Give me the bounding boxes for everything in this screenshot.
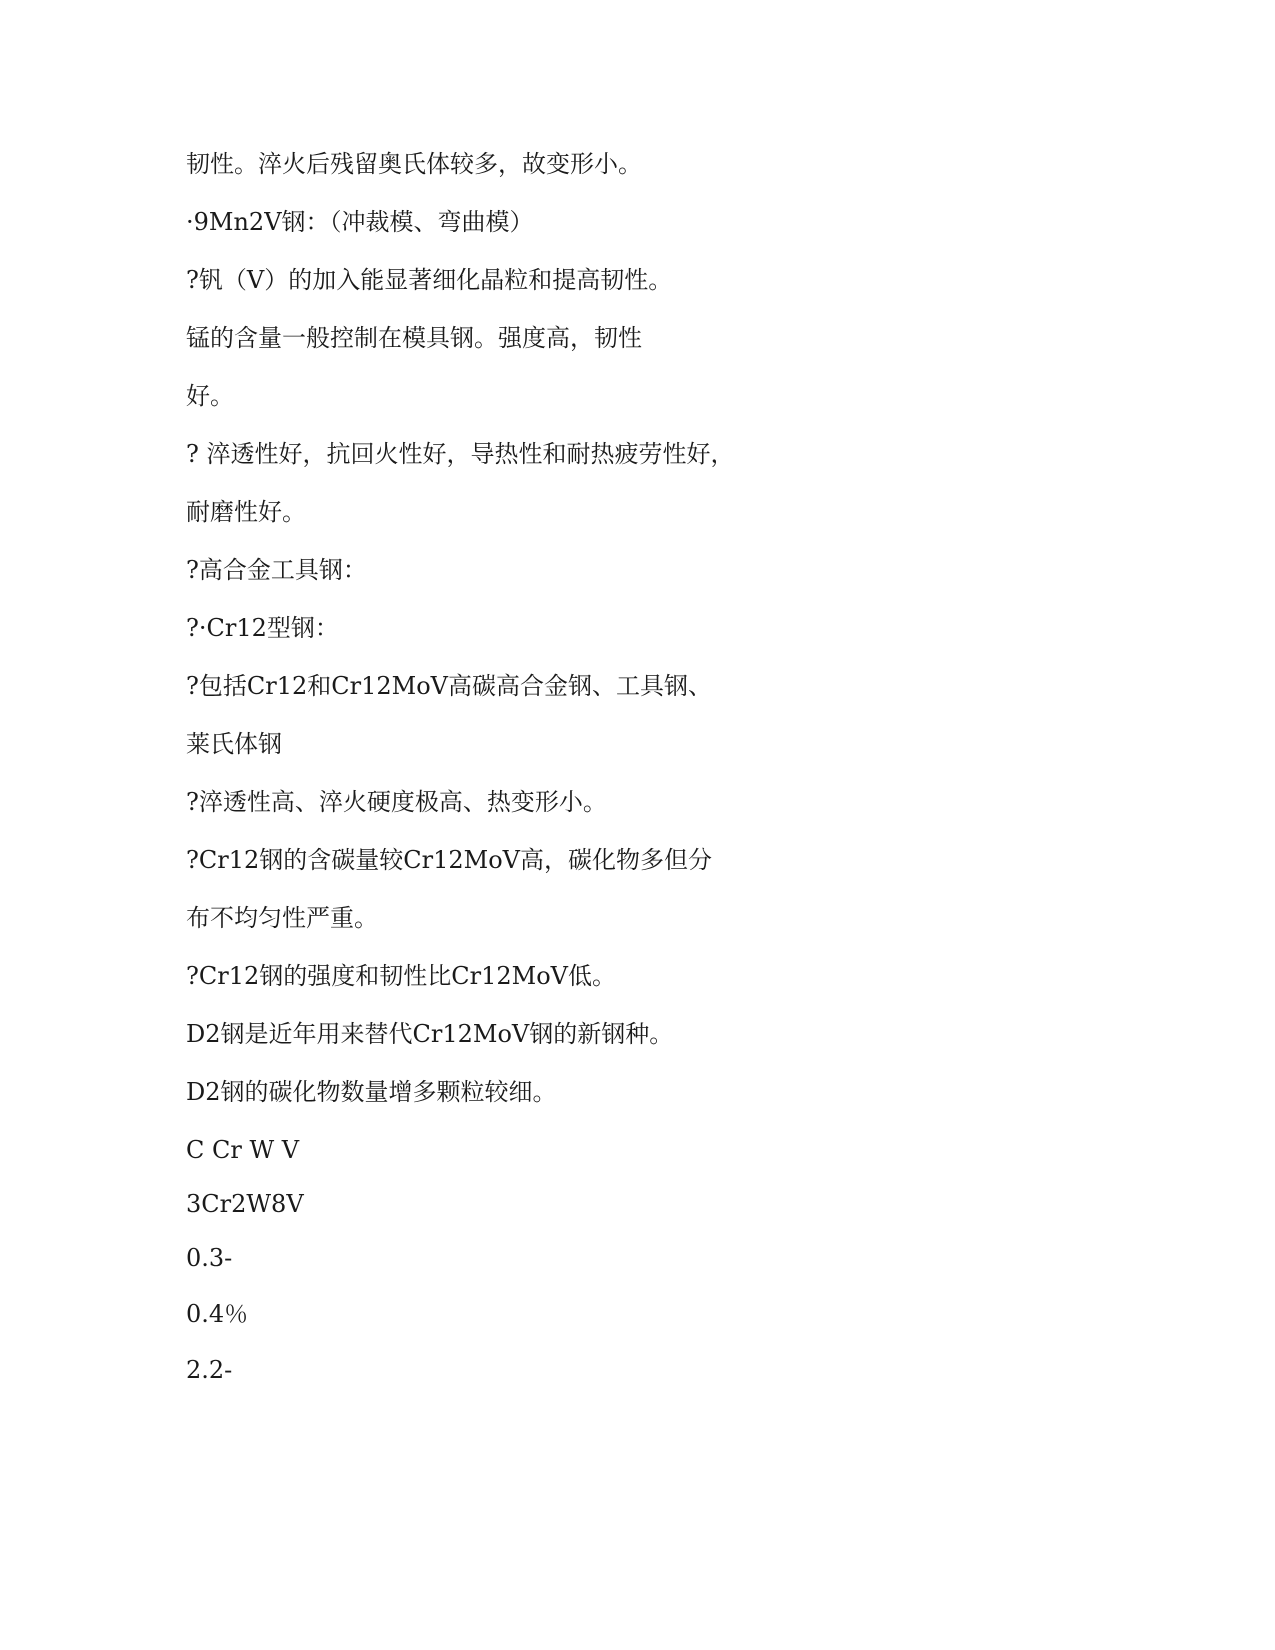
text-line: ?·Cr12型钢：	[186, 614, 339, 642]
text-line: D2钢的碳化物数量增多颗粒较细。	[186, 1078, 557, 1106]
text-line: C Cr W V	[186, 1136, 300, 1164]
text-line: 好。	[186, 382, 234, 410]
text-line: ?钒（V）的加入能显著细化晶粒和提高韧性。	[186, 266, 673, 294]
text-line: 3Cr2W8V	[186, 1190, 304, 1218]
text-line: ?高合金工具钢：	[186, 556, 367, 584]
text-line: 0.4％	[186, 1300, 249, 1328]
text-line: ·9Mn2V钢：（冲裁模、弯曲模）	[186, 208, 534, 236]
text-line: 2.2-	[186, 1356, 233, 1384]
text-line: ?淬透性高、淬火硬度极高、热变形小。	[186, 788, 607, 816]
text-line: ?Cr12钢的强度和韧性比Cr12MoV低。	[186, 962, 616, 990]
text-line: ?包括Cr12和Cr12MoV高碳高合金钢、工具钢、	[186, 672, 712, 700]
text-line: 韧性。淬火后残留奥氏体较多，故变形小。	[186, 150, 642, 178]
text-line: 0.3-	[186, 1244, 233, 1272]
text-line: D2钢是近年用来替代Cr12MoV钢的新钢种。	[186, 1020, 674, 1048]
text-line: ?Cr12钢的含碳量较Cr12MoV高，碳化物多但分	[186, 846, 712, 874]
text-line: 莱氏体钢	[186, 730, 282, 758]
text-line: ? 淬透性好，抗回火性好，导热性和耐热疲劳性好，	[186, 440, 735, 468]
text-line: 布不均匀性严重。	[186, 904, 378, 932]
text-line: 锰的含量一般控制在模具钢。强度高，韧性	[186, 324, 642, 352]
text-line: 耐磨性好。	[186, 498, 306, 526]
